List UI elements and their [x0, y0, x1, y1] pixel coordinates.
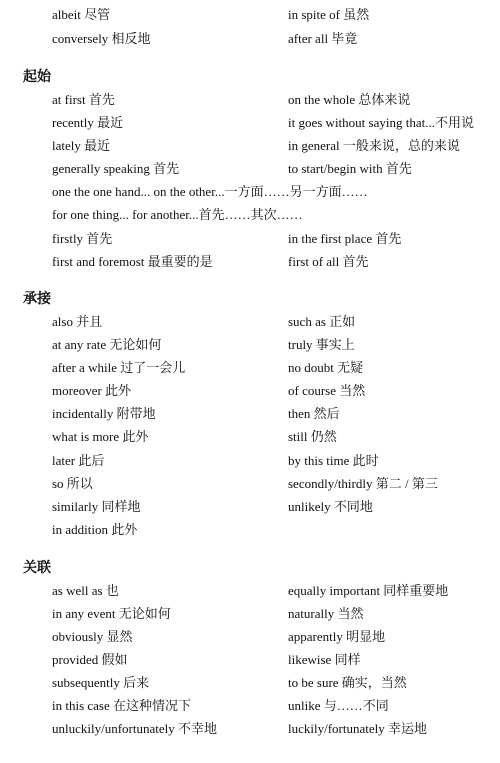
term-right: in spite of 虽然 — [288, 7, 370, 22]
list-item — [0, 450, 500, 472]
term-right: of course 当然 — [288, 383, 366, 398]
term-right: equally important 同样重要地 — [288, 583, 449, 598]
list-item — [0, 603, 500, 625]
list-item — [0, 228, 500, 250]
term-left: after a while 过了一会儿 — [52, 360, 186, 375]
term-right: apparently 明显地 — [288, 629, 386, 644]
term-left: so 所以 — [52, 476, 93, 491]
term-right: in the first place 首先 — [288, 231, 402, 246]
term-right: on the whole 总体来说 — [288, 92, 411, 107]
list-item — [0, 334, 500, 356]
term-right: by this time 此时 — [288, 453, 379, 468]
term-right: after all 毕竟 — [288, 31, 358, 46]
term-left: later 此后 — [52, 453, 105, 468]
term-left: generally speaking 首先 — [52, 161, 180, 176]
term-right: first of all 首先 — [288, 254, 369, 269]
list-item — [0, 718, 500, 740]
term-left: similarly 同样地 — [52, 499, 141, 514]
list-item — [0, 403, 500, 425]
term-right: then 然后 — [288, 406, 340, 421]
term-left: what is more 此外 — [52, 429, 149, 444]
list-item — [0, 158, 500, 180]
term-full: for one thing... for another...首先……其次…… — [52, 207, 303, 222]
term-right: unlike 与……不同 — [288, 698, 389, 713]
term-left: subsequently 后来 — [52, 675, 150, 690]
term-left: moreover 此外 — [52, 383, 132, 398]
list-item — [0, 580, 500, 602]
term-left: in this case 在这种情况下 — [52, 698, 192, 713]
term-left: albeit 尽管 — [52, 7, 111, 22]
list-item — [0, 311, 500, 333]
term-right: to be sure 确实，当然 — [288, 675, 407, 690]
list-item — [0, 28, 500, 50]
term-left: provided 假如 — [52, 652, 128, 667]
term-left: recently 最近 — [52, 115, 124, 130]
term-full: one the one hand... on the other...一方面……另一方面…… — [52, 184, 368, 199]
term-left: at any rate 无论如何 — [52, 337, 162, 352]
term-right: secondly/thirdly 第二 / 第三 — [288, 476, 438, 491]
list-item — [0, 380, 500, 402]
list-item — [0, 695, 500, 717]
list-item — [0, 181, 500, 203]
term-left: conversely 相反地 — [52, 31, 151, 46]
term-right: likewise 同样 — [288, 652, 361, 667]
list-item — [0, 426, 500, 448]
list-item — [0, 89, 500, 111]
term-left: lately 最近 — [52, 138, 111, 153]
list-item — [0, 357, 500, 379]
list-item — [0, 204, 500, 226]
term-right: naturally 当然 — [288, 606, 364, 621]
list-item — [0, 135, 500, 157]
term-right: to start/begin with 首先 — [288, 161, 412, 176]
list-item — [0, 496, 500, 518]
term-left: obviously 显然 — [52, 629, 133, 644]
list-item — [0, 672, 500, 694]
list-item — [0, 649, 500, 671]
term-right: no doubt 无疑 — [288, 360, 364, 375]
term-left: firstly 首先 — [52, 231, 113, 246]
term-left: also 并且 — [52, 314, 103, 329]
term-left: incidentally 附带地 — [52, 406, 156, 421]
section-heading: 关联 — [23, 560, 51, 576]
list-item — [0, 112, 500, 134]
section-heading: 承接 — [23, 291, 51, 307]
list-item — [0, 626, 500, 648]
section-heading: 起始 — [23, 69, 51, 85]
term-left: first and foremost 最重要的是 — [52, 254, 213, 269]
term-right: luckily/fortunately 幸运地 — [288, 721, 428, 736]
term-left: in addition 此外 — [52, 522, 138, 537]
term-right: it goes without saying that...不用说 — [288, 115, 474, 130]
term-left: in any event 无论如何 — [52, 606, 171, 621]
term-right: in general 一般来说，总的来说 — [288, 138, 460, 153]
term-left: unluckily/unfortunately 不幸地 — [52, 721, 218, 736]
term-right: truly 事实上 — [288, 337, 355, 352]
list-item — [0, 473, 500, 495]
term-left: as well as 也 — [52, 583, 119, 598]
list-item — [0, 4, 500, 26]
list-item — [0, 251, 500, 273]
term-right: such as 正如 — [288, 314, 356, 329]
list-item — [0, 519, 500, 541]
term-left: at first 首先 — [52, 92, 115, 107]
term-right: unlikely 不同地 — [288, 499, 373, 514]
term-right: still 仍然 — [288, 429, 337, 444]
